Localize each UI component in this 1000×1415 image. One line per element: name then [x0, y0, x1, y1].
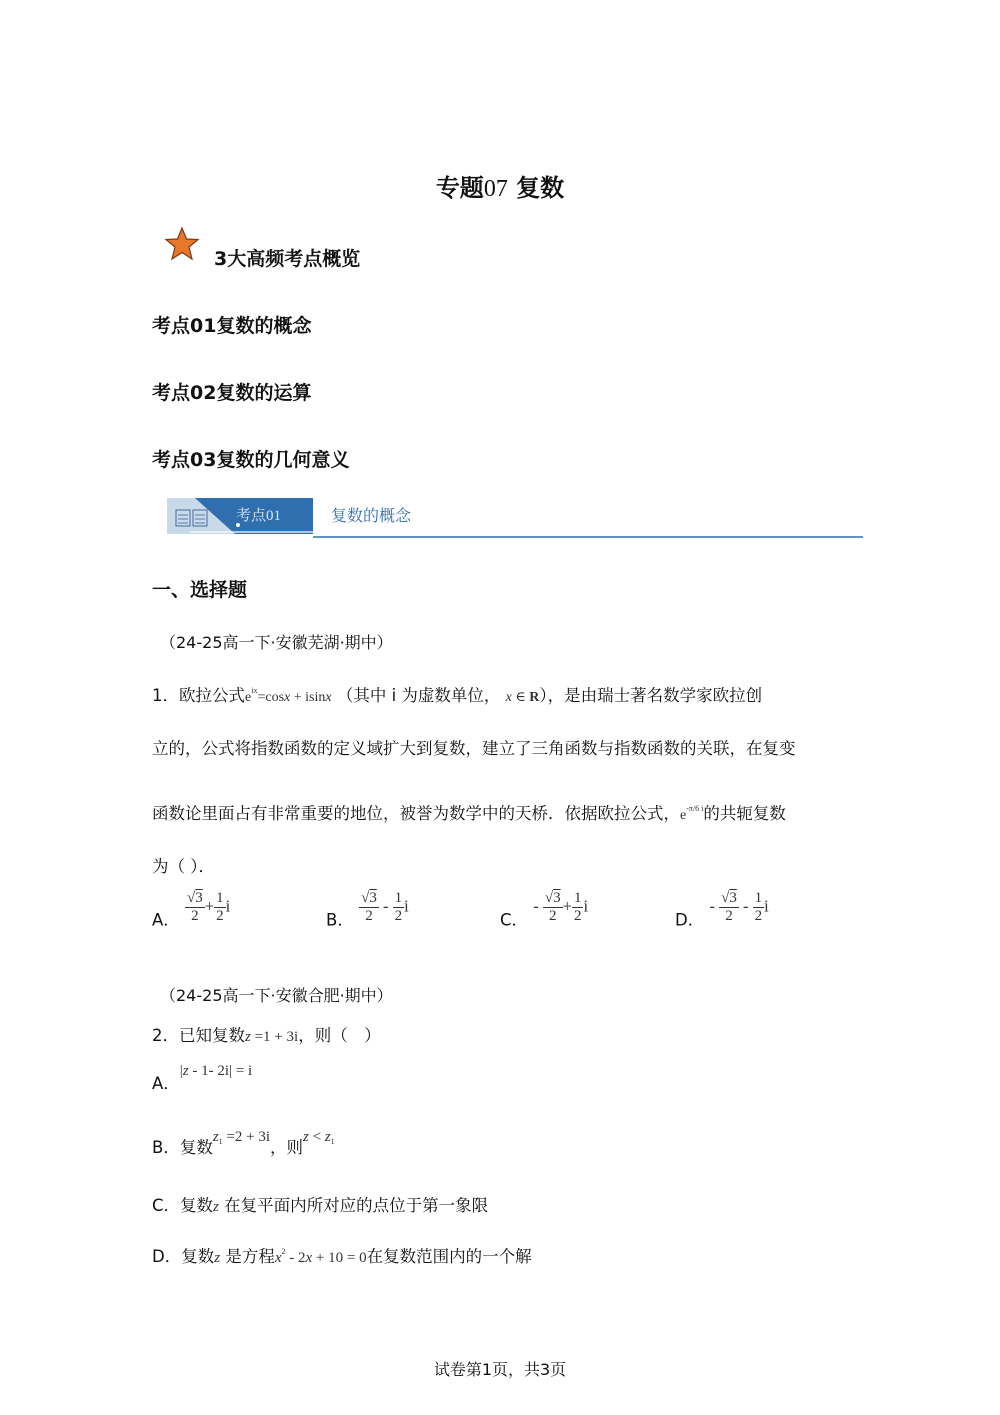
- q1-line3: 函数论里面占有非常重要的地位，被誉为数学中的天桥．依据欧拉公式，$e^{-\pi/6 i}$的共轭复数: [152, 804, 786, 823]
- overview-heading: 3大高频考点概览: [214, 248, 361, 270]
- book-icon: [175, 509, 209, 527]
- star-icon: [164, 226, 200, 262]
- q2-option-d[interactable]: D．复数z 是方程$x^2 - 2x + 10 = 0$在复数范围内的一个解: [152, 1247, 532, 1266]
- q1-line4: 为（ ）．: [152, 857, 215, 876]
- banner-label: 复数的概念: [331, 506, 412, 525]
- q1-option-d[interactable]: D． - $\frac{√3}{2}$ - $\frac{1}{2}$ i: [675, 890, 769, 930]
- q2-option-c[interactable]: C．复数z 在复平面内所对应的点位于第一象限: [152, 1196, 489, 1215]
- q1-option-c[interactable]: C． - $\frac{√3}{2}$ + $\frac{1}{2}$ i: [500, 890, 589, 930]
- q1-line2: 立的，公式将指数函数的定义域扩大到复数，建立了三角函数与指数函数的关联，在复变: [152, 739, 796, 758]
- q1-line1: 1．欧拉公式$e^{ix}=\cos x + isinx$ （其中 i 为虚数单位， x ∈ R），是由瑞士著名数学家欧拉创: [152, 686, 763, 705]
- section-banner: [165, 496, 865, 540]
- banner-tag: 考点01: [236, 508, 282, 524]
- q2-option-b[interactable]: B．复数$z_1 =2 + 3i$，则$z < z_1$: [152, 1129, 335, 1157]
- q1-option-a[interactable]: A． $\frac{√3}{2}$ + $\frac{1}{2}$ i: [152, 890, 231, 930]
- section-heading: 一、选择题: [152, 579, 248, 601]
- q2-option-a[interactable]: A．|z - 1- 2i| = i: [152, 1063, 253, 1093]
- page-footer: 试卷第1页，共3页: [433, 1360, 567, 1379]
- page-title: 专题07 复数: [435, 174, 565, 202]
- q1-option-b[interactable]: B． $\frac{√3}{2}$ - $\frac{1}{2}$ i: [326, 890, 409, 930]
- q1-source: （24-25高一下·安徽芜湖·期中）: [160, 633, 393, 652]
- q2-source: （24-25高一下·安徽合肥·期中）: [160, 986, 393, 1005]
- kaodian-01: 考点01复数的概念: [152, 315, 312, 337]
- kaodian-03: 考点03复数的几何意义: [152, 449, 350, 471]
- kaodian-02: 考点02复数的运算: [152, 382, 312, 404]
- q2-stem: 2．已知复数z =1 + 3i，则（ ）: [152, 1026, 381, 1045]
